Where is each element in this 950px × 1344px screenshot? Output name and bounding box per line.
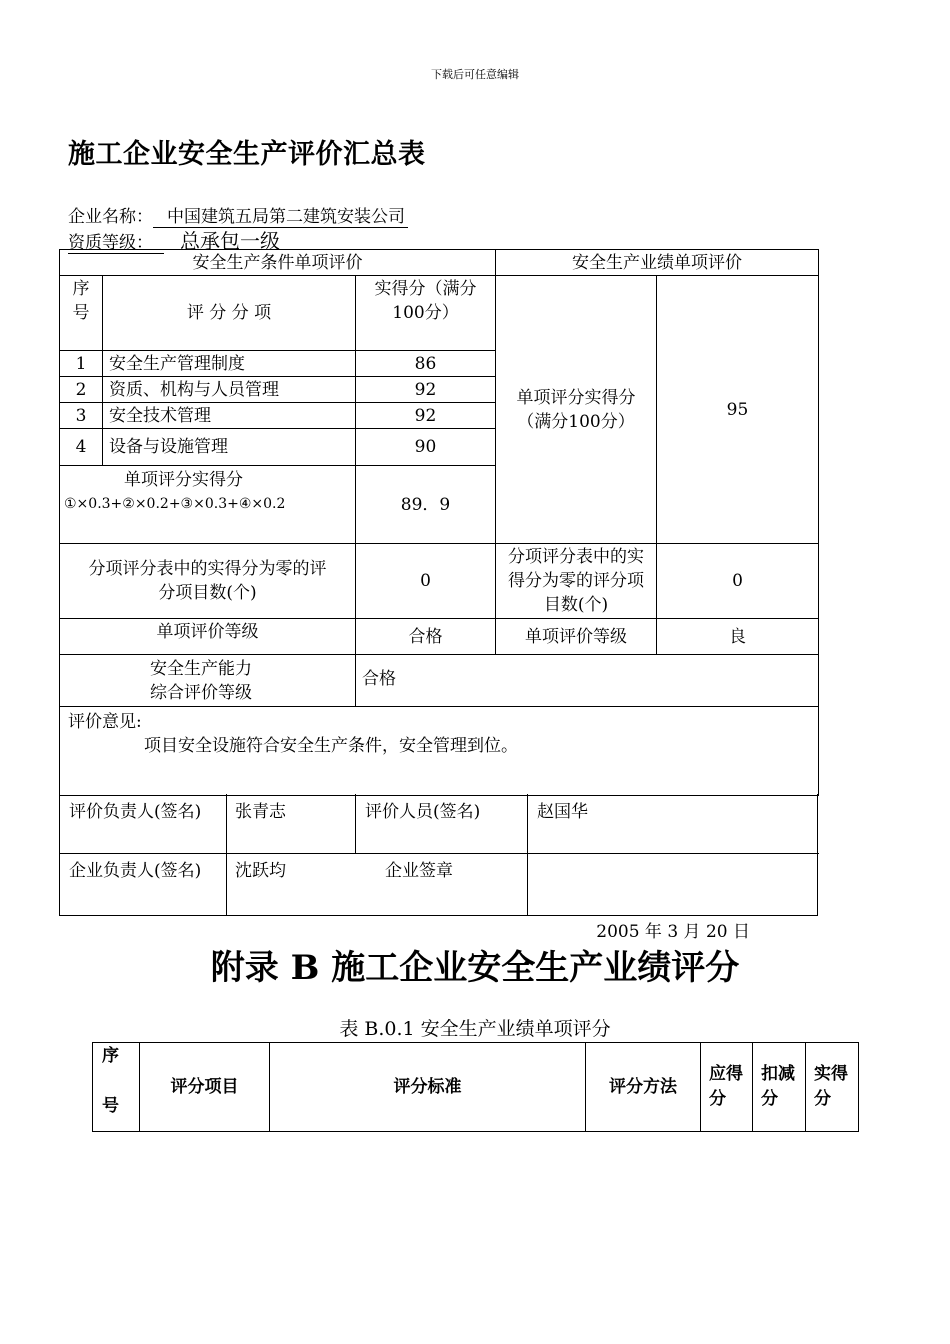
appendix-title: 附录 B 施工企业安全生产业绩评分	[210, 948, 740, 988]
single-score-cell	[60, 466, 356, 544]
header-note: 下载后可任意编辑	[431, 68, 519, 81]
company-seal-label: 企业签章	[385, 861, 453, 881]
company-lead-label: 企业负责人(签名)	[69, 861, 202, 881]
row-item-4: 设备与设施管理	[103, 429, 356, 466]
evaluator-lead-name: 张青志	[235, 802, 286, 822]
performance-score-value: 95	[657, 276, 819, 544]
row-no-1: 1	[60, 351, 103, 377]
appendix-subtitle: 表 B.0.1 安全生产业绩单项评分	[339, 1018, 611, 1040]
capability-label: 安全生产能力综合评价等级	[60, 655, 356, 707]
capability-value: 合格	[356, 655, 819, 707]
grade-value-right: 良	[657, 619, 819, 655]
zero-count-value-right: 0	[657, 544, 819, 619]
appendix-col-due: 应得分	[701, 1043, 753, 1132]
appendix-col-standard: 评分标准	[270, 1043, 586, 1132]
signature-section	[59, 794, 818, 916]
zero-count-label-left: 分项评分表中的实得分为零的评分项目数(个)	[60, 544, 356, 619]
row-score-3: 92	[356, 403, 496, 429]
opinion-cell	[60, 707, 819, 796]
row-score-4: 90	[356, 429, 496, 466]
zero-count-label-right: 分项评分表中的实得分为零的评分项目数(个)	[496, 544, 657, 619]
single-score-label: 单项评分实得分	[124, 470, 243, 490]
evaluator-label: 评价人员(签名)	[365, 802, 481, 822]
appendix-table	[92, 1042, 859, 1132]
sig-divider-3	[527, 794, 528, 916]
grade-label-right: 单项评价等级	[496, 619, 657, 655]
single-score-value: 89．9	[356, 466, 496, 544]
appendix-col-no	[93, 1043, 140, 1132]
row-no-4: 4	[60, 429, 103, 466]
appendix-col-deduct: 扣减分	[753, 1043, 806, 1132]
opinion-text: 项目安全设施符合安全生产条件，安全管理到位。	[144, 736, 518, 756]
appendix-col-method: 评分方法	[586, 1043, 701, 1132]
performance-score-label: 单项评分实得分（满分100分）	[496, 276, 657, 544]
col-score-header: 实得分（满分100分）	[356, 276, 496, 351]
single-score-formula: ①×0.3+②×0.2+③×0.3+④×0.2	[64, 496, 286, 512]
company-value: 中国建筑五局第二建筑安装公司	[153, 202, 408, 228]
appendix-col-actual: 实得分	[806, 1043, 859, 1132]
opinion-label: 评价意见:	[68, 712, 142, 732]
sig-divider-2	[355, 794, 356, 853]
company-label: 企业名称：	[68, 207, 153, 227]
section-performance-header: 安全生产业绩单项评价	[496, 250, 819, 276]
col-no-header: 序号	[60, 276, 103, 351]
evaluator-name: 赵国华	[537, 802, 588, 822]
qualification-label: 资质等级：	[68, 228, 164, 254]
summary-table	[59, 249, 819, 796]
grade-value-left: 合格	[356, 619, 496, 655]
company-lead-name: 沈跃均	[235, 861, 286, 881]
zero-count-value-left: 0	[356, 544, 496, 619]
grade-label-left: 单项评价等级	[60, 619, 356, 655]
date: 2005 年 3 月 20 日	[596, 922, 750, 942]
page-title: 施工企业安全生产评价汇总表	[68, 139, 426, 170]
row-item-2: 资质、机构与人员管理	[103, 377, 356, 403]
sig-row-divider	[60, 853, 819, 854]
appendix-col-no-text: 序号	[102, 1046, 119, 1116]
row-score-2: 92	[356, 377, 496, 403]
col-item-header: 评 分 分 项	[103, 276, 356, 351]
evaluator-lead-label: 评价负责人(签名)	[69, 802, 202, 822]
row-score-1: 86	[356, 351, 496, 377]
qualification-value: 总承包一级	[180, 229, 280, 253]
row-no-2: 2	[60, 377, 103, 403]
row-item-3: 安全技术管理	[103, 403, 356, 429]
sig-divider-1	[226, 794, 227, 916]
row-item-1: 安全生产管理制度	[103, 351, 356, 377]
row-no-3: 3	[60, 403, 103, 429]
section-conditions-header: 安全生产条件单项评价	[60, 250, 496, 276]
appendix-col-item: 评分项目	[140, 1043, 270, 1132]
